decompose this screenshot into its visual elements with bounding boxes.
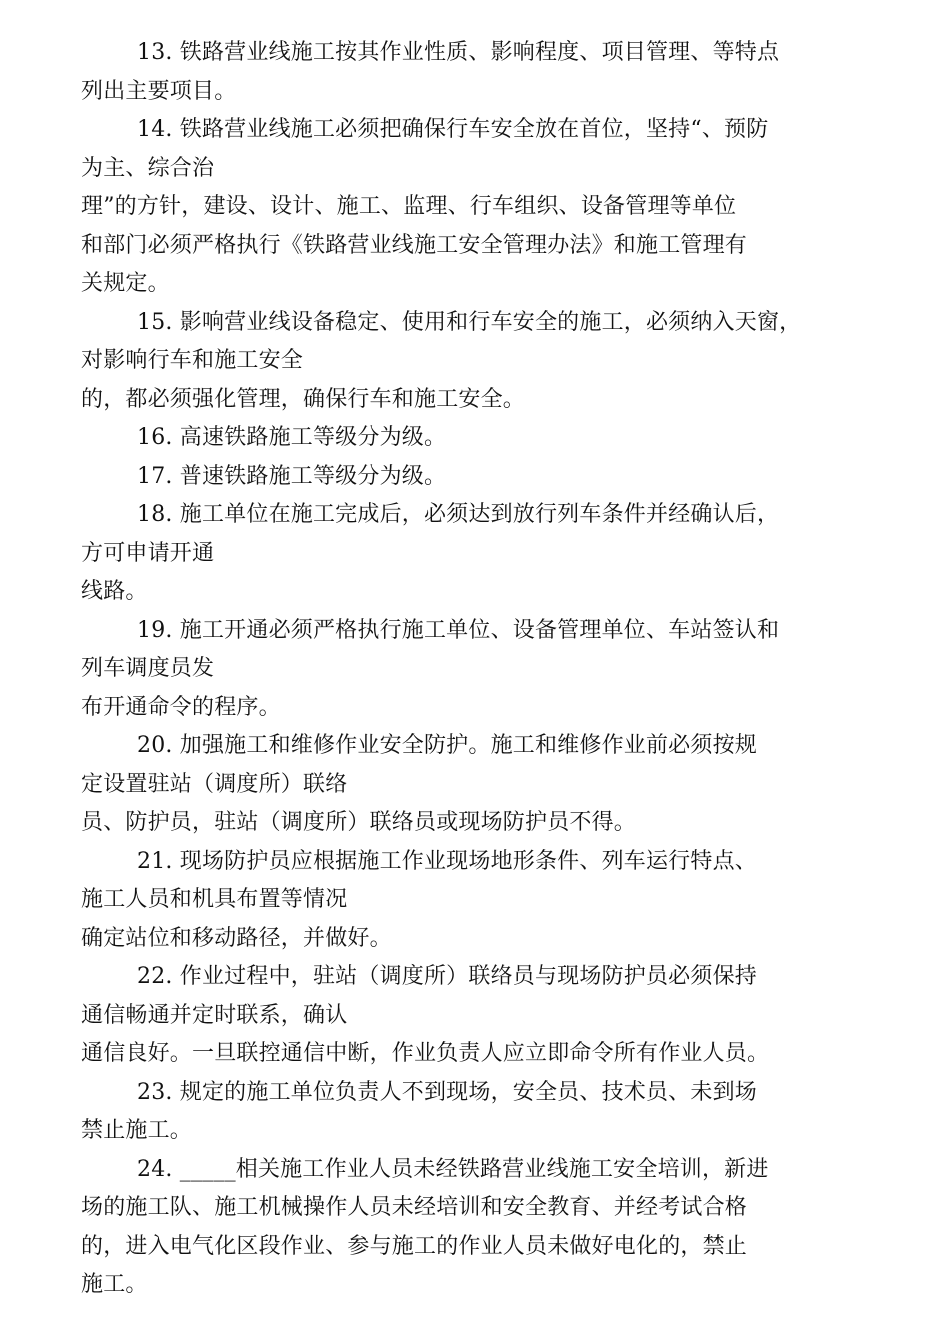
text-line: 禁止施工。: [81, 1118, 193, 1143]
text-line: 20. 加强施工和维修作业安全防护。施工和维修作业前必须按规: [137, 733, 757, 758]
text-line: 场的施工队、施工机械操作人员未经培训和安全教育、并经考试合格: [81, 1195, 748, 1220]
text-line: 布开通命令的程序。: [81, 694, 281, 720]
text-line: 确定站位和移动路径，并做好。: [81, 925, 392, 951]
text-line: 21. 现场防护员应根据施工作业现场地形条件、列车运行特点、: [137, 848, 757, 874]
text-line: 24. _____相关施工作业人员未经铁路营业线施工安全培训，新进: [137, 1156, 769, 1182]
document-page: [0, 34, 950, 1305]
text-line: 施工。: [81, 1272, 148, 1297]
text-line: 22. 作业过程中，驻站（调度所）联络员与现场防护员必须保持: [137, 964, 757, 989]
text-line: 和部门必须严格执行《铁路营业线施工安全管理办法》和施工管理有: [81, 232, 748, 258]
text-line: 方可申请开通: [81, 540, 215, 566]
text-line: 定设置驻站（调度所）联络: [81, 771, 348, 797]
text-line: 的，进入电气化区段作业、参与施工的作业人员未做好电化的，禁止: [81, 1233, 748, 1259]
text-line: 17. 普速铁路施工等级分为级。: [137, 463, 447, 489]
text-line: 为主、综合治: [81, 155, 215, 181]
text-line: 23. 规定的施工单位负责人不到现场，安全员、技术员、未到场: [137, 1079, 757, 1105]
text-line: 19. 施工开通必须严格执行施工单位、设备管理单位、车站签认和: [137, 617, 780, 643]
text-line: 通信良好。一旦联控通信中断，作业负责人应立即命令所有作业人员。: [81, 1041, 770, 1066]
text-line: 14. 铁路营业线施工必须把确保行车安全放在首位，坚持“、预防: [137, 117, 769, 142]
text-line: 员、防护员，驻站（调度所）联络员或现场防护员不得。: [81, 810, 637, 835]
text-line: 通信畅通并定时联系，确认: [81, 1002, 348, 1028]
text-line: 对影响行车和施工安全: [81, 348, 304, 373]
text-line: 关规定。: [81, 271, 170, 296]
text-line: 列出主要项目。: [81, 78, 237, 104]
text-line: 列车调度员发: [81, 656, 215, 681]
text-line: 13. 铁路营业线施工按其作业性质、影响程度、项目管理、等特点: [137, 40, 780, 65]
text-line: 18. 施工单位在施工完成后，必须达到放行列车条件并经确认后，: [137, 502, 780, 527]
text-line: 施工人员和机具布置等情况: [81, 887, 348, 912]
text-line: 的，都必须强化管理，确保行车和施工安全。: [81, 386, 526, 412]
text-line: 理”的方针，建设、设计、施工、监理、行车组织、设备管理等单位: [81, 194, 737, 219]
text-line: 15. 影响营业线设备稳定、使用和行车安全的施工，必须纳入天窗，: [137, 309, 802, 335]
text-line: 线路。: [81, 579, 148, 604]
text-line: 16. 高速铁路施工等级分为级。: [137, 425, 447, 450]
